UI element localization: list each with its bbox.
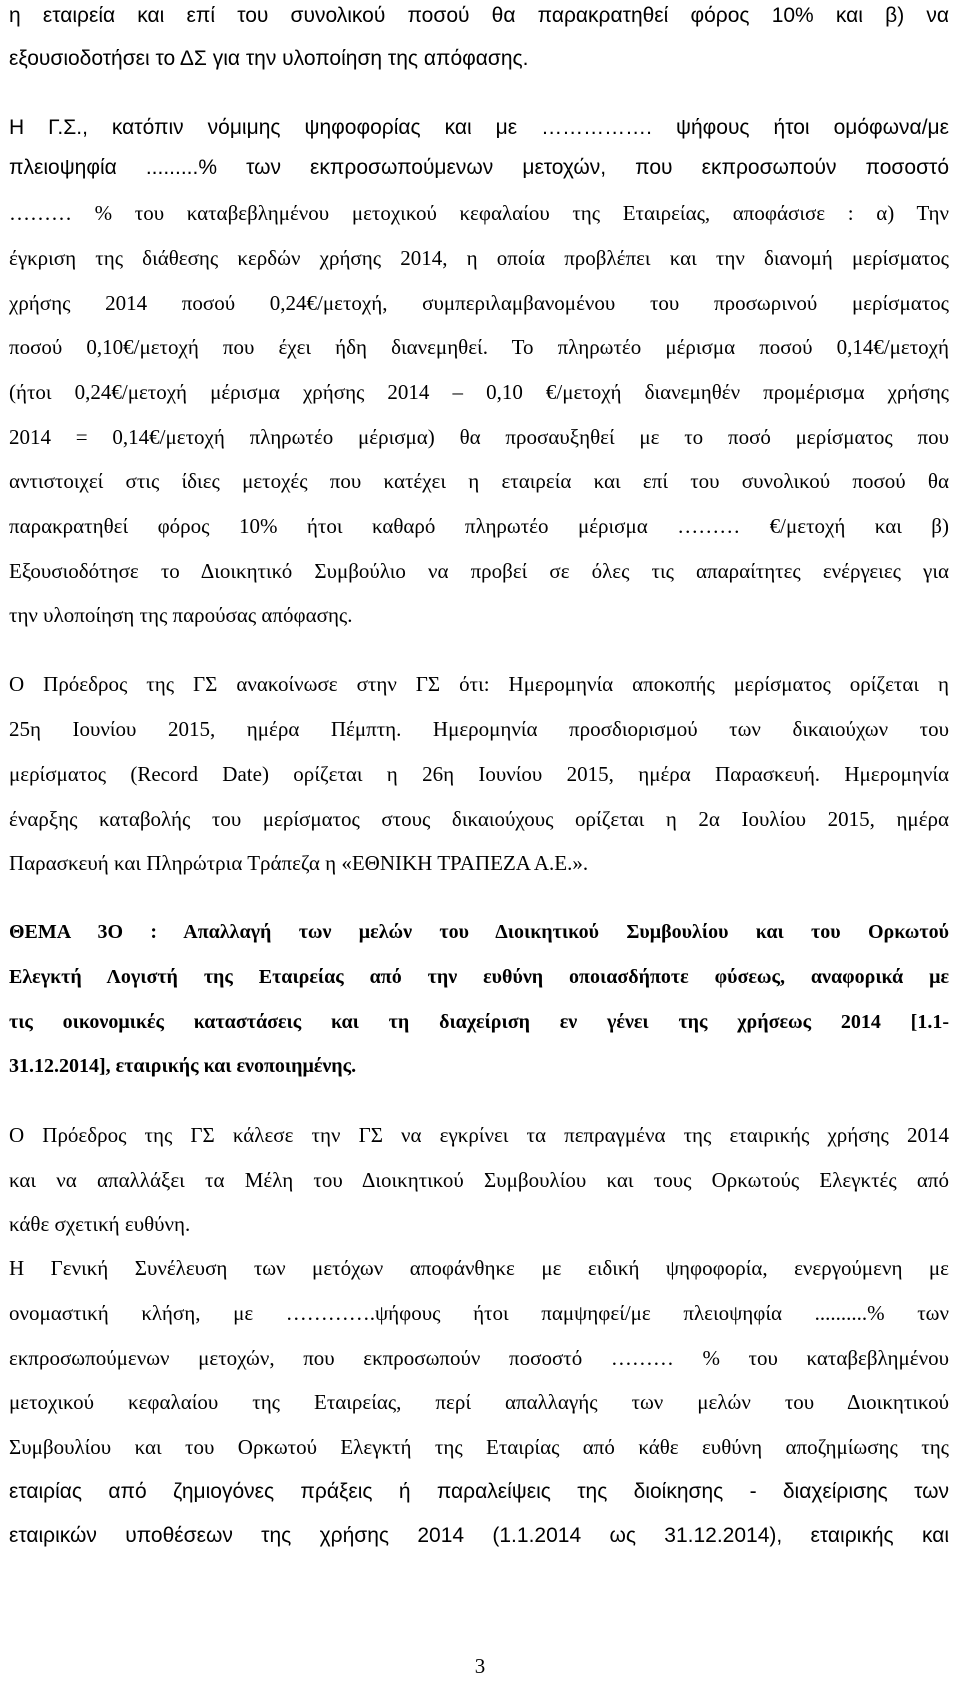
text-line: ……… % του καταβεβλημένου μετοχικού κεφαλαίου της Εταιρείας, αποφάσισε : α) Την	[9, 201, 949, 225]
text-line: Ο Πρόεδρος της ΓΣ κάλεσε την ΓΣ να εγκρίνει τα πεπραγμένα της εταιρικής χρήσης 2014	[9, 1123, 949, 1147]
text-line: 2014 = 0,14€/μετοχή πληρωτέο μέρισμα) θα προσαυξηθεί με το ποσό μερίσματος που	[9, 425, 949, 449]
text-line: εταιρικών υποθέσεων της χρήσης 2014 (1.1.2014 ως 31.12.2014), εταιρικής και	[9, 1524, 949, 1547]
text-line: έναρξης καταβολής του μερίσματος στους δικαιούχους ορίζεται η 2α Ιουλίου 2015, ημέρα	[9, 807, 949, 831]
text-line: εξουσιοδοτήσει το ΔΣ για την υλοποίηση της απόφασης.	[9, 47, 529, 70]
text-line: εταιρίας από ζημιογόνες πράξεις ή παραλείψεις της διοίκησης - διαχείρισης των	[9, 1480, 949, 1503]
text-line: χρήσης 2014 ποσού 0,24€/μετοχή, συμπεριλαμβανομένου του προσωρινού μερίσματος	[9, 291, 949, 315]
text-line: την υλοποίηση της παρούσας απόφασης.	[9, 603, 353, 627]
text-line: Ο Πρόεδρος της ΓΣ ανακοίνωσε στην ΓΣ ότι: Ημερομηνία αποκοπής μερίσματος ορίζεται η	[9, 672, 949, 696]
text-line: η εταιρεία και επί του συνολικού ποσού θα παρακρατηθεί φόρος 10% και β) να	[9, 4, 949, 27]
text-line: Συμβουλίου και του Ορκωτού Ελεγκτή της Εταιρίας από κάθε ευθύνη αποζημίωσης της	[9, 1435, 949, 1459]
text-line: και να απαλλάξει τα Μέλη του Διοικητικού Συμβουλίου και τους Ορκωτούς Ελεγκτές από	[9, 1168, 949, 1192]
section-heading: Ελεγκτή Λογιστή της Εταιρείας από την ευθύνη οποιασδήποτε φύσεως, αναφορικά με	[9, 966, 949, 988]
section-heading: τις οικονομικές καταστάσεις και τη διαχείριση εν γένει της χρήσεως 2014 [1.1-	[9, 1011, 949, 1033]
text-line: παρακρατηθεί φόρος 10% ήτοι καθαρό πληρωτέο μέρισμα ……… €/μετοχή και β)	[9, 514, 949, 538]
text-line: Η Γ.Σ., κατόπιν νόμιμης ψηφοφορίας και με ……………. ψήφους ήτοι ομόφωνα/με	[9, 116, 949, 139]
section-heading: ΘΕΜΑ 3Ο : Απαλλαγή των μελών του Διοικητικού Συμβουλίου και του Ορκωτού	[9, 921, 949, 943]
text-line: 25η Ιουνίου 2015, ημέρα Πέμπτη. Ημερομηνία προσδιορισμού των δικαιούχων του	[9, 717, 949, 741]
text-line: πλειοψηφία .........% των εκπροσωπούμενων μετοχών, που εκπροσωπούν ποσοστό	[9, 156, 949, 179]
page-number: 3	[474, 1654, 486, 1678]
text-line: κάθε σχετική ευθύνη.	[9, 1212, 191, 1236]
text-line: ονομαστική κλήση, με ………….ψήφους ήτοι παμψηφεί/με πλειοψηφία ..........% των	[9, 1301, 949, 1325]
text-line: έγκριση της διάθεσης κερδών χρήσης 2014, η οποία προβλέπει και την διανομή μερίσματος	[9, 246, 949, 270]
text-line: Η Γενική Συνέλευση των μετόχων αποφάνθηκε με ειδική ψηφοφορία, ενεργούμενη με	[9, 1256, 949, 1280]
text-line: αντιστοιχεί στις ίδιες μετοχές που κατέχει η εταιρεία και επί του συνολικού ποσού θα	[9, 469, 949, 493]
text-line: εκπροσωπούμενων μετοχών, που εκπροσωπούν ποσοστό ……… % του καταβεβλημένου	[9, 1346, 949, 1370]
text-line: (ήτοι 0,24€/μετοχή μέρισμα χρήσης 2014 – 0,10 €/μετοχή διανεμηθέν προμέρισμα χρήσης	[9, 380, 949, 404]
text-line: μερίσματος (Record Date) ορίζεται η 26η Ιουνίου 2015, ημέρα Παρασκευή. Ημερομηνία	[9, 762, 949, 786]
text-line: Παρασκευή και Πληρώτρια Τράπεζα η «ΕΘΝΙΚΗ ΤΡΑΠΕΖΑ Α.Ε.».	[9, 851, 589, 875]
text-line: ποσού 0,10€/μετοχή που έχει ήδη διανεμηθεί. Το πληρωτέο μέρισμα ποσού 0,14€/μετοχή	[9, 335, 949, 359]
section-heading: 31.12.2014], εταιρικής και ενοποιημένης.	[9, 1055, 357, 1077]
text-line: μετοχικού κεφαλαίου της Εταιρείας, περί απαλλαγής των μελών του Διοικητικού	[9, 1390, 949, 1414]
text-line: Εξουσιοδότησε το Διοικητικό Συμβούλιο να προβεί σε όλες τις απαραίτητες ενέργειες για	[9, 559, 949, 583]
